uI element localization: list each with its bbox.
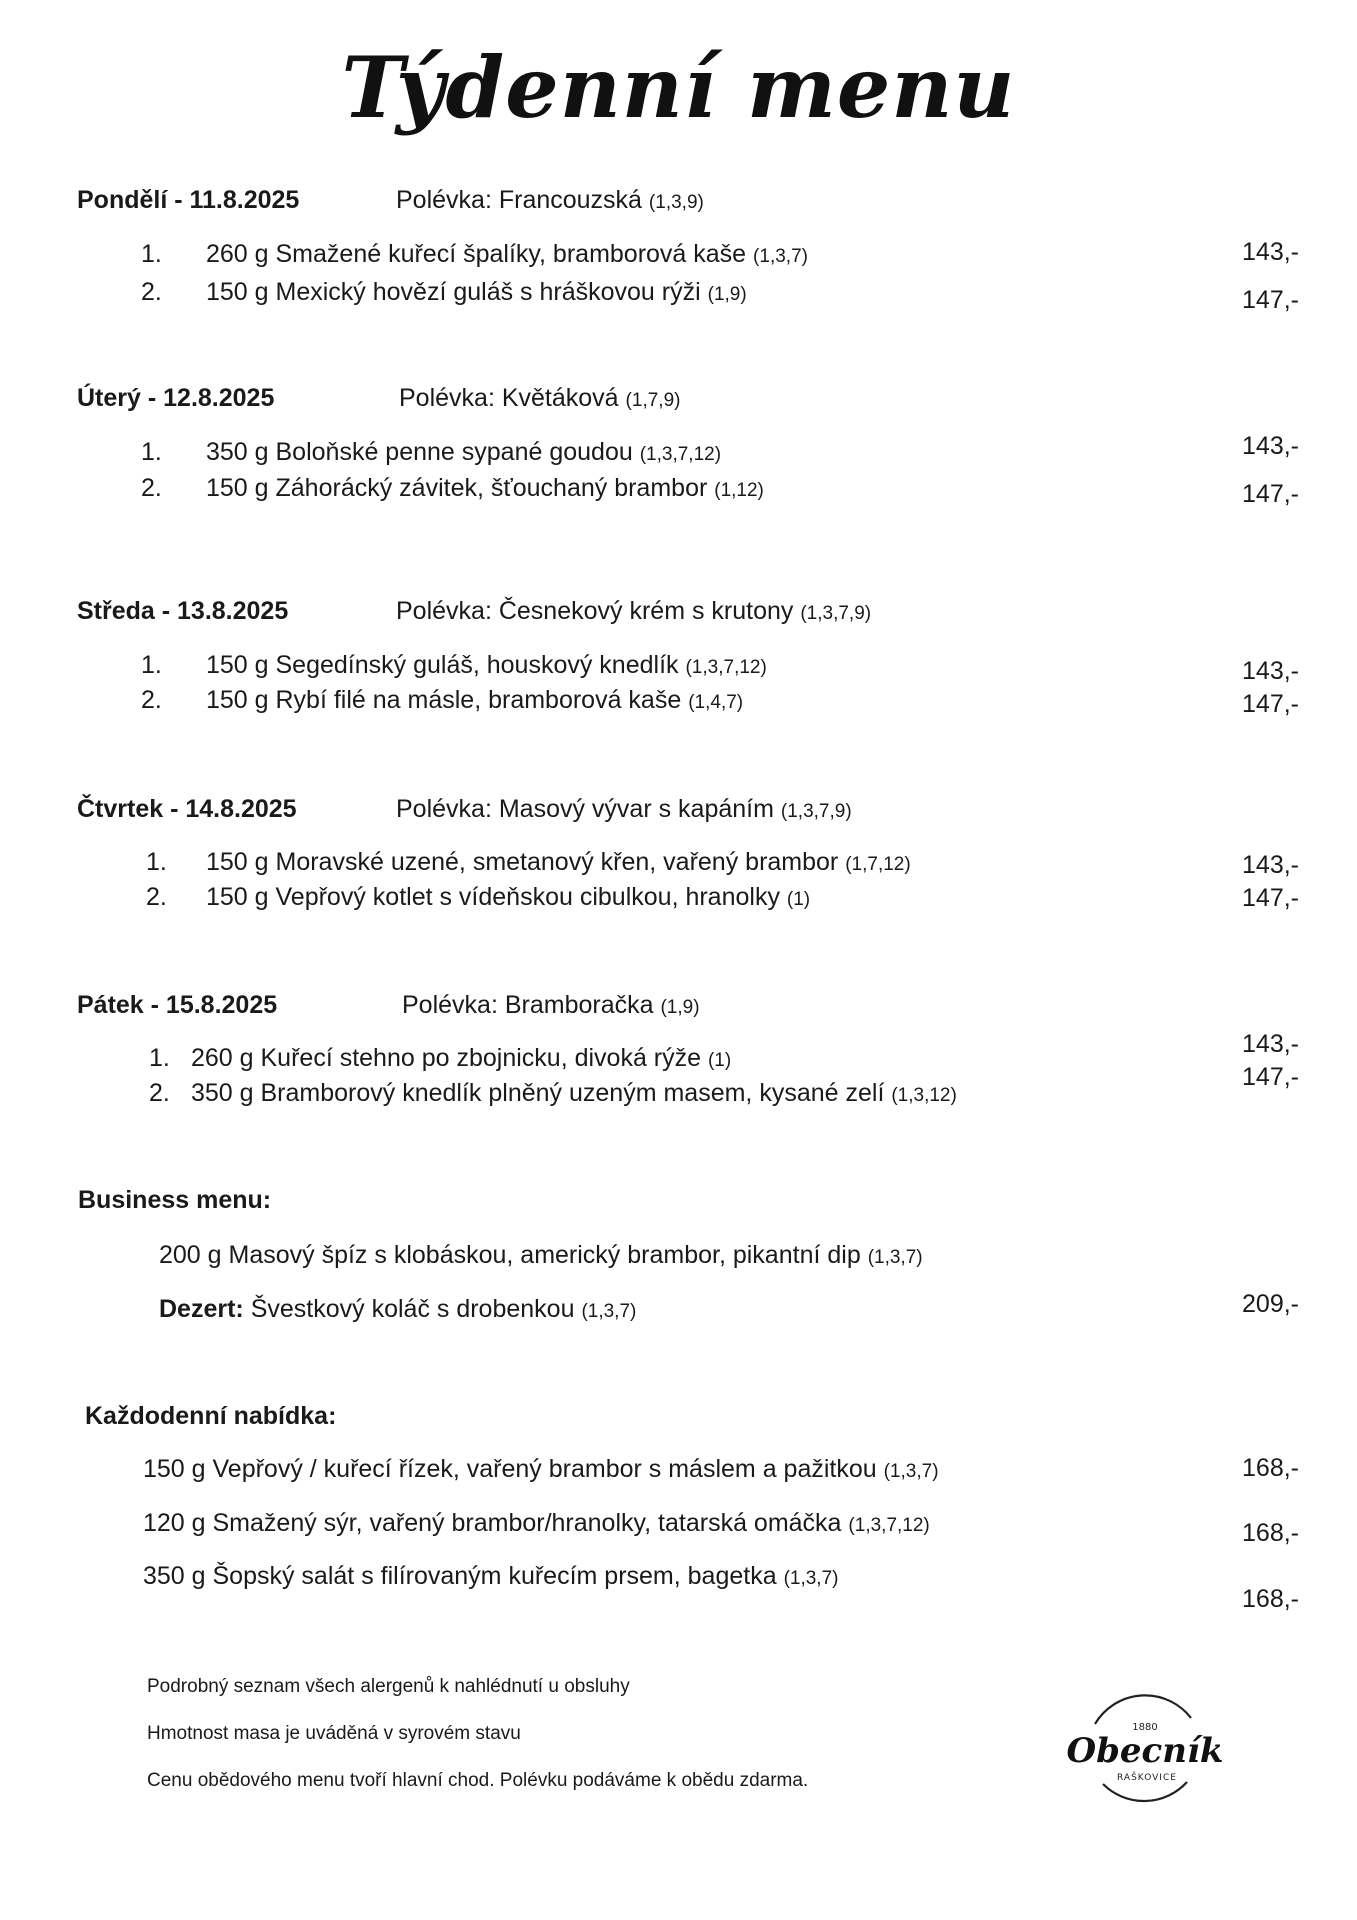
item-number: 2. <box>149 1079 170 1107</box>
item-allergens: (1) <box>707 1050 732 1071</box>
item-text: 260 g Kuřecí stehno po zbojnicku, divoká rýže <box>191 1044 702 1072</box>
day-header-monday: Pondělí - 11.8.2025 <box>77 186 300 214</box>
soup-label: Polévka: <box>396 597 492 625</box>
meat-weight-note: Hmotnost masa je uváděná v syrovém stavu <box>147 1723 521 1744</box>
item-allergens: (1,12) <box>714 480 764 501</box>
menu-item <box>141 278 747 307</box>
item-allergens: (1,3,7,12) <box>848 1515 930 1536</box>
soup-name: Květáková <box>501 384 619 412</box>
item-number: 2. <box>146 883 167 911</box>
item-text: 150 g Moravské uzené, smetanový křen, vařený brambor <box>206 848 839 876</box>
item-allergens: (1,3,7) <box>783 1568 839 1589</box>
obecnik-logo <box>1063 1686 1225 1808</box>
logo-place: RAŠKOVICE <box>1117 1773 1177 1783</box>
item-text: 350 g Šopský salát s filírovaným kuřecím prsem, bagetka <box>143 1562 777 1590</box>
item-text: 200 g Masový špíz s klobáskou, americký brambor, pikantní dip <box>159 1241 861 1269</box>
item-price: 143,- <box>1242 432 1299 460</box>
item-allergens: (1,3,7) <box>753 246 808 267</box>
item-number: 1. <box>141 438 162 466</box>
business-main <box>159 1241 923 1270</box>
daily-item <box>143 1509 930 1538</box>
item-price: 147,- <box>1242 480 1299 508</box>
soup-thursday <box>396 795 852 824</box>
menu-item <box>141 438 721 467</box>
item-price: 147,- <box>1242 286 1299 314</box>
item-text: 150 g Záhorácký závitek, šťouchaný brambor <box>206 474 708 502</box>
item-price: 143,- <box>1242 851 1299 879</box>
day-header-tuesday: Úterý - 12.8.2025 <box>77 384 275 412</box>
soup-allergens: (1,3,7,9) <box>800 603 872 624</box>
day-header-friday: Pátek - 15.8.2025 <box>77 991 278 1019</box>
item-allergens: (1,3,12) <box>891 1085 957 1106</box>
menu-item <box>146 848 911 877</box>
soup-label: Polévka: <box>396 795 492 823</box>
page-title: Týdenní menu <box>341 38 1016 137</box>
menu-item <box>141 474 764 503</box>
item-number: 1. <box>141 651 162 679</box>
item-text: 150 g Vepřový kotlet s vídeňskou cibulkou, hranolky <box>206 883 780 911</box>
item-text: 150 g Rybí filé na másle, bramborová kaše <box>206 686 682 714</box>
item-number: 2. <box>141 474 162 502</box>
soup-monday <box>396 186 704 215</box>
item-text: Švestkový koláč s drobenkou <box>250 1295 575 1323</box>
soup-tuesday <box>399 384 680 413</box>
soup-allergens: (1,3,9) <box>648 192 704 213</box>
menu-item <box>141 651 767 680</box>
item-price: 143,- <box>1242 657 1299 685</box>
item-text: 350 g Bramborový knedlík plněný uzeným masem, kysané zelí <box>191 1079 885 1107</box>
item-price: 147,- <box>1242 1063 1299 1091</box>
item-text: 150 g Vepřový / kuřecí řízek, vařený brambor s máslem a pažitkou <box>143 1455 877 1483</box>
menu-item <box>149 1079 957 1108</box>
business-menu-header: Business menu: <box>78 1186 272 1214</box>
soup-allergens: (1,3,7,9) <box>780 801 852 822</box>
dessert-label: Dezert: <box>159 1295 244 1323</box>
soup-label: Polévka: <box>399 384 495 412</box>
item-text: 260 g Smažené kuřecí špalíky, bramborová kaše <box>206 240 747 268</box>
menu-item <box>141 686 743 715</box>
item-price: 168,- <box>1242 1454 1299 1482</box>
daily-offer-header: Každodenní nabídka: <box>85 1402 337 1430</box>
soup-label: Polévka: <box>396 186 492 214</box>
item-number: 2. <box>141 278 162 306</box>
daily-item <box>143 1562 838 1591</box>
soup-allergens: (1,9) <box>660 997 700 1018</box>
day-header-thursday: Čtvrtek - 14.8.2025 <box>77 795 297 823</box>
item-allergens: (1,7,12) <box>845 854 911 875</box>
item-allergens: (1) <box>786 889 811 910</box>
item-price: 168,- <box>1242 1585 1299 1613</box>
soup-wednesday <box>396 597 871 626</box>
item-number: 2. <box>141 686 162 714</box>
item-price: 147,- <box>1242 884 1299 912</box>
logo-arc-top <box>1095 1695 1191 1724</box>
item-allergens: (1,3,7,12) <box>685 657 767 678</box>
item-allergens: (1,3,7) <box>883 1461 939 1482</box>
item-price: 143,- <box>1242 238 1299 266</box>
item-number: 1. <box>149 1044 170 1072</box>
allergen-note: Podrobný seznam všech alergenů k nahlédnutí u obsluhy <box>147 1676 630 1697</box>
item-text: 150 g Segedínský guláš, houskový knedlík <box>206 651 679 679</box>
day-header-wednesday: Středa - 13.8.2025 <box>77 597 289 625</box>
menu-item <box>149 1044 731 1073</box>
soup-name: Masový vývar s kapáním <box>498 795 774 823</box>
item-allergens: (1,3,7) <box>581 1301 637 1322</box>
daily-item <box>143 1455 939 1484</box>
item-allergens: (1,9) <box>707 284 747 305</box>
menu-item <box>141 240 808 269</box>
soup-label: Polévka: <box>402 991 498 1019</box>
logo-arc-bottom <box>1103 1782 1187 1801</box>
menu-item <box>146 883 810 912</box>
item-text: 150 g Mexický hovězí guláš s hráškovou rýži <box>206 278 701 306</box>
item-allergens: (1,3,7) <box>867 1247 923 1268</box>
soup-name: Česnekový krém s krutony <box>498 597 794 625</box>
business-dessert <box>159 1295 636 1324</box>
soup-friday <box>402 991 700 1020</box>
item-price: 168,- <box>1242 1519 1299 1547</box>
logo-name: Obecník <box>1066 1731 1224 1771</box>
item-number: 1. <box>146 848 167 876</box>
item-price: 143,- <box>1242 1030 1299 1058</box>
business-price: 209,- <box>1242 1290 1299 1318</box>
item-number: 1. <box>141 240 162 268</box>
logo-year: 1880 <box>1132 1722 1158 1733</box>
soup-name: Francouzská <box>498 186 642 214</box>
item-text: 350 g Boloňské penne sypané goudou <box>206 438 633 466</box>
item-text: 120 g Smažený sýr, vařený brambor/hranolky, tatarská omáčka <box>143 1509 842 1537</box>
item-allergens: (1,4,7) <box>688 692 744 713</box>
price-note: Cenu obědového menu tvoří hlavní chod. Polévku podáváme k obědu zdarma. <box>147 1770 809 1791</box>
soup-name: Bramboračka <box>504 991 654 1019</box>
item-allergens: (1,3,7,12) <box>639 444 722 465</box>
item-price: 147,- <box>1242 690 1299 718</box>
soup-allergens: (1,7,9) <box>625 390 681 411</box>
